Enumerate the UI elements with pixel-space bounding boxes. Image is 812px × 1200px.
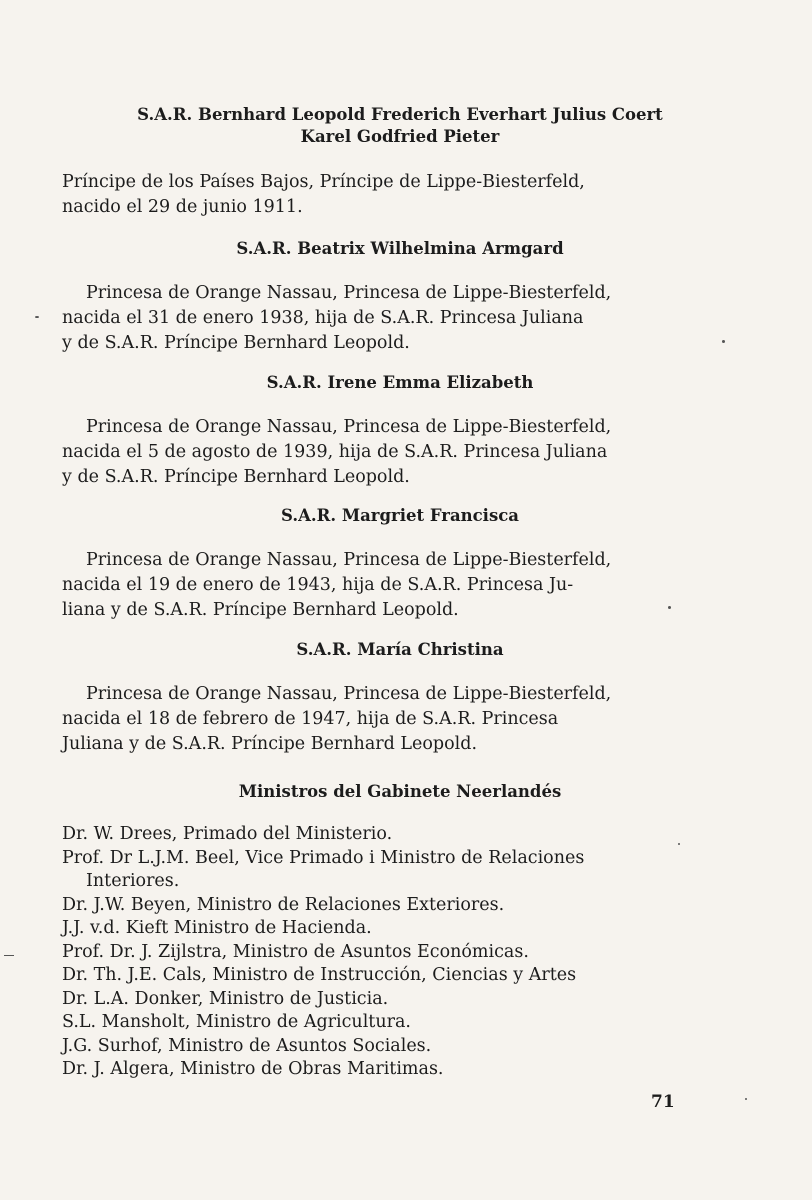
minister-item: J.J. v.d. Kieft Ministro de Hacienda. xyxy=(62,918,372,938)
section-heading-beatrix xyxy=(40,238,760,260)
section-heading-maria-christina xyxy=(40,639,760,661)
minister-item: Dr. Th. J.E. Cals, Ministro de Instrucción, Ciencias y Artes xyxy=(62,965,577,985)
scan-speck xyxy=(668,606,671,609)
section-paragraph-beatrix xyxy=(62,281,670,356)
scan-speck xyxy=(722,340,725,343)
heading-line: S.A.R. Margriet Francisca xyxy=(281,506,519,525)
minister-item: S.L. Mansholt, Ministro de Agricultura. xyxy=(62,1012,411,1032)
paragraph-line: nacida el 19 de enero de 1943, hija de S.A.R. Princesa Ju- xyxy=(62,575,574,595)
heading-line: S.A.R. Beatrix Wilhelmina Armgard xyxy=(236,239,564,258)
paragraph-line: Princesa de Orange Nassau, Princesa de Lippe-Biesterfeld, xyxy=(86,417,612,437)
paragraph-line: nacida el 5 de agosto de 1939, hija de S.A.R. Princesa Juliana xyxy=(62,442,608,462)
section-heading-margriet xyxy=(40,505,760,527)
minister-item: Dr. W. Drees, Primado del Ministerio. xyxy=(62,824,393,844)
heading-line: S.A.R. María Christina xyxy=(296,640,504,659)
minister-item: Prof. Dr. J. Zijlstra, Ministro de Asuntos Económicas. xyxy=(62,941,529,962)
section-paragraph-bernhard xyxy=(62,170,670,220)
section-paragraph-irene xyxy=(62,415,670,490)
ministers-list xyxy=(62,823,682,1082)
heading-line: Karel Godfried Pieter xyxy=(300,127,500,146)
heading-line: S.A.R. Irene Emma Elizabeth xyxy=(266,373,534,392)
paragraph-line: y de S.A.R. Príncipe Bernhard Leopold. xyxy=(62,333,410,353)
paragraph-line: Juliana y de S.A.R. Príncipe Bernhard Leopold. xyxy=(62,734,478,754)
minister-item: Dr. J. Algera, Ministro de Obras Maritimas. xyxy=(62,1059,444,1079)
section-heading-irene xyxy=(40,372,760,394)
page-number: 71 xyxy=(651,1092,675,1112)
paragraph-line: Príncipe de los Países Bajos, Príncipe de Lippe-Biesterfeld, xyxy=(62,172,585,192)
section-heading-bernhard xyxy=(40,104,760,148)
paragraph-line: y de S.A.R. Príncipe Bernhard Leopold. xyxy=(62,467,410,487)
minister-item: Prof. Dr L.J.M. Beel, Vice Primado i Ministro de Relaciones Interiores. xyxy=(62,847,585,891)
scan-speck xyxy=(4,955,14,956)
scan-speck xyxy=(35,316,39,318)
paragraph-line: nacido el 29 de junio 1911. xyxy=(62,197,303,217)
section-paragraph-maria-christina xyxy=(62,682,670,757)
paragraph-line: Princesa de Orange Nassau, Princesa de Lippe-Biesterfeld, xyxy=(86,283,612,303)
heading-line: S.A.R. Bernhard Leopold Frederich Everhart Julius Coert xyxy=(137,105,663,124)
paragraph-line: Princesa de Orange Nassau, Princesa de Lippe-Biesterfeld, xyxy=(86,550,612,570)
paragraph-line: Princesa de Orange Nassau, Princesa de Lippe-Biesterfeld, xyxy=(86,684,612,704)
ministers-heading: Ministros del Gabinete Neerlandés xyxy=(238,782,562,801)
paragraph-line: nacida el 31 de enero 1938, hija de S.A.R. Princesa Juliana xyxy=(62,308,584,328)
minister-item: Dr. L.A. Donker, Ministro de Justicia. xyxy=(62,988,389,1009)
paragraph-line: nacida el 18 de febrero de 1947, hija de S.A.R. Princesa xyxy=(62,709,559,729)
scan-speck xyxy=(678,843,680,845)
minister-item: J.G. Surhof, Ministro de Asuntos Sociales. xyxy=(62,1035,432,1056)
paragraph-line: liana y de S.A.R. Príncipe Bernhard Leopold. xyxy=(62,600,459,620)
scan-speck xyxy=(745,1098,747,1100)
section-paragraph-margriet xyxy=(62,548,670,623)
minister-item: Dr. J.W. Beyen, Ministro de Relaciones Exteriores. xyxy=(62,894,505,915)
